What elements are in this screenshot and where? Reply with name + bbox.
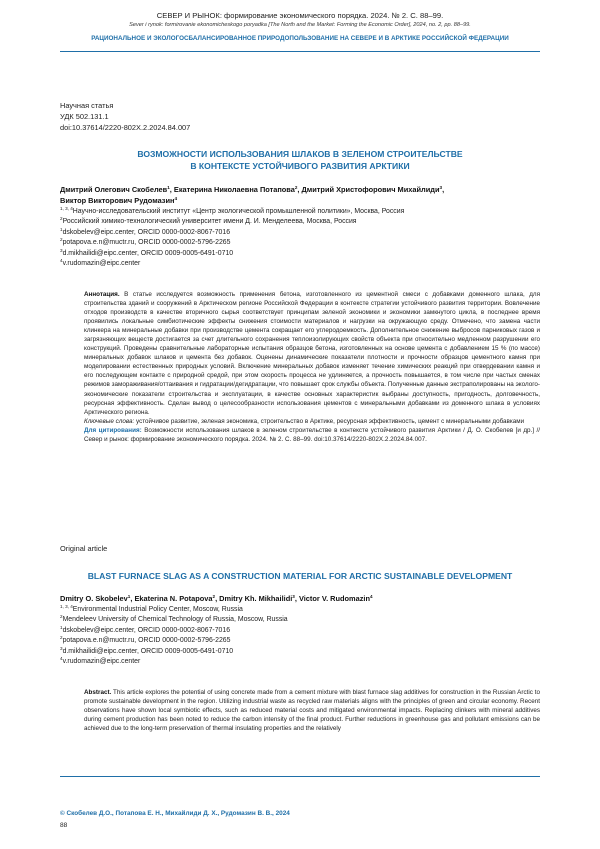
keywords-body: устойчивое развитие, зеленая экономика, строительство в Арктике, ресурсная эффективность, цемент с минеральными добавками: [136, 417, 525, 425]
author-sup: 2: [294, 185, 298, 190]
email-line: $^4$v.rudomazin@eipc.center: [60, 656, 141, 666]
author-sup: 4: [174, 195, 178, 201]
author-name: Dmitry Kh. Mikhailidi: [219, 594, 293, 603]
article-meta: [60, 100, 190, 133]
journal-citation-ru: СЕВЕР И РЫНОК: формирование экономического порядка. 2024. № 2. С. 88–99.: [156, 11, 444, 20]
title-ru-line-1: ВОЗМОЖНОСТИ ИСПОЛЬЗОВАНИЯ ШЛАКОВ В ЗЕЛЕНОМ СТРОИТЕЛЬСТВЕ: [137, 149, 463, 159]
abstract-body: This article explores the potential of using concrete made from a cement mixture with blast furnace slag additives for construction in the Russian Arctic to promote sustainable development in the region. Utilizing industrial waste as recycled raw materials aligns with the principles of green and circular economy. Recent observations have shown local symbiotic effects, such as reduced material costs and mitigated environmental impacts. Replacing clinkers with mineral additives during cement production has been noted to reduce the carbon intensity of the final product. Further reductions in greenhouse gas and pollutant emissions can be achieved due to the long-term preservation of thermal insulating properties and the relatively: [84, 689, 540, 733]
abstract-ru-text: [84, 290, 540, 417]
email-line: $^3$d.mikhailidi@eipc.center, ORCID 0009-0005-6491-0710: [60, 247, 234, 257]
email-line: $^1$dskobelev@eipc.center, ORCID 0000-0002-8067-7016: [60, 226, 231, 236]
doi: doi:10.37614/2220-802X.2.2024.84.007: [60, 123, 191, 132]
abstract-body: В статье исследуется возможность применения бетона, изготовленного из цементной смеси с добавками доменного шлака, для строительства зданий и сооружений в Арктическом регионе Российской Федерации в контексте стратегии устойчивого развития территории. Вовлечение отходов производств в качестве вторичного сырья соответствует принципам зеленой экономики и экономики замкнутого цикла, в последнее время проявились локальные симбиотические эффекты снижения стоимости материалов и нагрузки на окружающую среду. Отмечено, что замена части клинкера на минеральные добавки при производстве цемента сокращает его углеродоемкость. Дополнительное снижение выбросов парниковых газов и загрязняющих веществ достигается за счет длительного сохранения теплоизолирующих свойств объекта при относительно медленном разрушении его конструкций. Проведены сравнительные лабораторные испытания образцов бетона, изготовленных на основе цемента с добавлением 15 % (по массе) минеральных добавок шлаков и цемента без добавок. Оценены динамические показатели плотности и прочности образцов цементного камня при моделировании естественных природных условий. Включение минеральных добавок изменяет течение химических реакций при отвердевании камня и его последующем контакте с природной средой, при этом скорость процесса не удлиняется, а прочность повышается, в том числе при частых сменах режимов замораживания/оттаивания и гидратации/дегидратации, что повышает срок службы объекта. Полученные данные экстраполированы на эколого-экономические показатели строительства и эксплуатации, в качестве основных характеристик выбраны доступность, пригодность, долговечность, ресурсная эффективность. Сделан вывод о целесообразности использования цементов с минеральными добавками из доменного шлака в условиях Арктического региона.: [84, 291, 540, 416]
udc-code: УДК 502.131.1: [60, 112, 109, 121]
journal-citation-en: Sever i rynok: formirovanie ekonomicheskogo poryadka [The North and the Market: Forming the Economic Order], 2024, no. 2, pp. 88–99.: [129, 22, 471, 28]
section-heading: РАЦИОНАЛЬНОЕ И ЭКОЛОГОСБАЛАНСИРОВАННОЕ ПРИРОДОПОЛЬЗОВАНИЕ НА СЕВЕРЕ И В АРКТИКЕ РОССИЙСКОЙ ФЕДЕРАЦИИ: [91, 35, 509, 42]
authors-ru: Дмитрий Олегович Скобелев$^1$, Екатерина Николаевна Потапова$^2$, Дмитрий Христофорович Михайлиди$^3$, Виктор Викторович Рудомазин$^4$: [60, 185, 445, 205]
abstract-label: Аннотация.: [84, 291, 120, 298]
author-name: Екатерина Николаевна Потапова: [173, 185, 295, 194]
affiliation-line: $^2$Российский химико-технологический университет имени Д. И. Менделеева, Москва, Россия: [60, 216, 357, 226]
email-line: $^1$dskobelev@eipc.center, ORCID 0000-0002-8067-7016: [60, 624, 231, 634]
authors-en: Dmitry O. Skobelev$^1$, Ekaterina N. Potapova$^2$, Dmitry Kh. Mikhailidi$^3$, Victor V. Rudomazin$^4$: [60, 594, 373, 603]
header-rule: [60, 51, 540, 52]
keywords-ru: [84, 417, 540, 426]
citation-label: Для цитирования:: [84, 426, 142, 434]
email-line: $^4$v.rudomazin@eipc.center: [60, 258, 141, 268]
email-line: $^2$potapova.e.n@muctr.ru, ORCID 0000-0002-5796-2265: [60, 237, 231, 247]
title-ru: [60, 148, 540, 172]
author-name: Виктор Викторович Рудомазин: [60, 195, 175, 205]
affiliations-en: [60, 605, 540, 667]
author-name: Victor V. Rudomazin: [298, 594, 371, 603]
footer-rule: [60, 776, 540, 777]
running-head: [60, 10, 540, 44]
affiliation-line: $^2$Mendeleev University of Chemical Technology of Russia, Moscow, Russia: [60, 614, 288, 624]
citation-ru: [84, 426, 540, 444]
author-name: Dmitry O. Skobelev: [60, 594, 128, 603]
author-sup: 1: [167, 185, 170, 190]
citation-body: Возможности использования шлаков в зеленом строительстве в контексте устойчивого развития Арктики / Д. О. Скобелев [и др.] // Север и рынок: формирование экономического порядка. 2024. № 2. С. 88–99. doi:10.37614/2220-802X.2.2024.84.007.: [84, 426, 540, 443]
abstract-en-text: [84, 688, 540, 733]
author-name: Дмитрий Христофорович Михайлиди: [301, 185, 440, 194]
copyright-line: © Скобелев Д.О., Потапова Е. Н., Михайлиди Д. Х., Рудомазин В. В., 2024: [60, 810, 290, 817]
author-name: Дмитрий Олегович Скобелев: [60, 185, 168, 194]
abstract-ru: [84, 290, 540, 444]
author-sup: 3: [439, 185, 443, 190]
affiliations-ru: [60, 207, 540, 269]
abstract-en: [84, 688, 540, 733]
article-type: Научная статья: [60, 101, 114, 110]
title-ru-line-2: В КОНТЕКСТЕ УСТОЙЧИВОГО РАЗВИТИЯ АРКТИКИ: [190, 161, 410, 171]
affiliation-line: $^{1, 3, 4}$Environmental Industrial Policy Center, Moscow, Russia: [60, 604, 243, 613]
abstract-label: Abstract.: [84, 689, 112, 696]
email-line: $^2$potapova.e.n@muctr.ru, ORCID 0000-0002-5796-2265: [60, 635, 231, 645]
article-type-en: Original article: [60, 544, 108, 553]
author-name: Ekaterina N. Potapova: [134, 594, 213, 603]
affiliation-line: $^{1, 3, 4}$Научно-исследовательский институт «Центр экологической промышленной политики», Москва, Россия: [60, 206, 405, 215]
page-number: 88: [60, 822, 68, 829]
keywords-label: Ключевые слова:: [84, 417, 135, 425]
email-line: $^3$d.mikhailidi@eipc.center, ORCID 0009-0005-6491-0710: [60, 645, 234, 655]
title-en: BLAST FURNACE SLAG AS A CONSTRUCTION MATERIAL FOR ARCTIC SUSTAINABLE DEVELOPMENT: [87, 571, 513, 581]
